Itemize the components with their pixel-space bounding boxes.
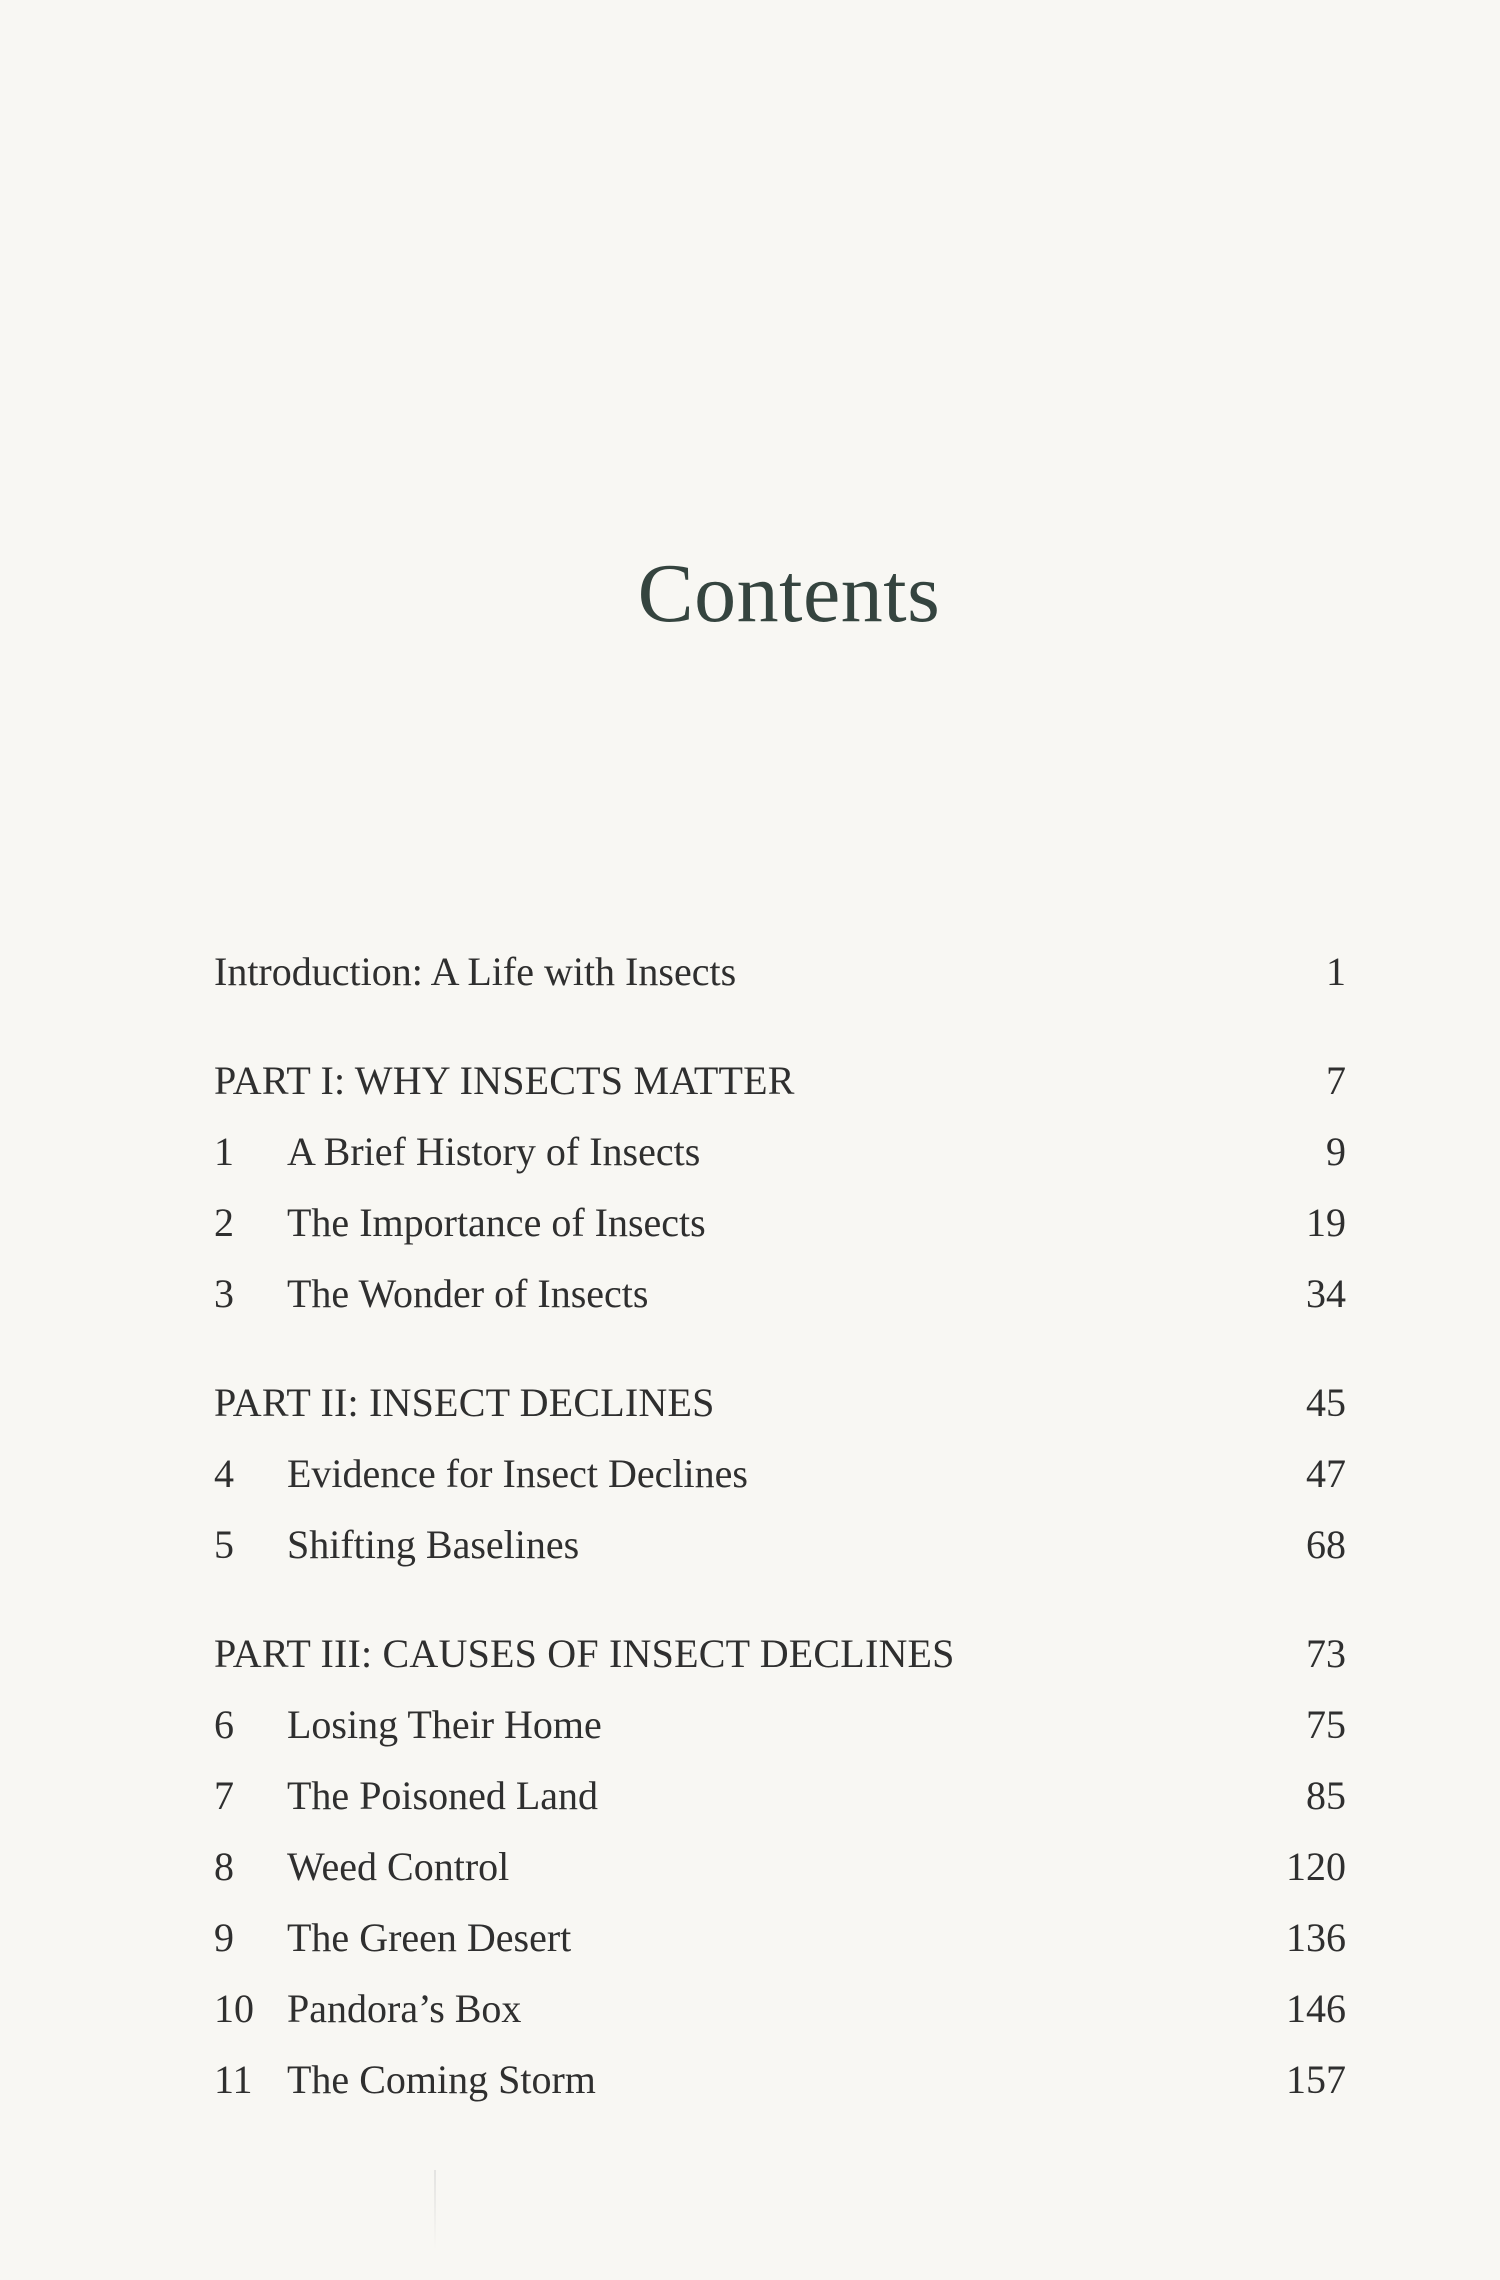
toc-entry-chapter-3[interactable] [214, 1264, 1346, 1324]
toc-chapter-number: 1 [214, 1129, 234, 1174]
toc-entry-page: 34 [1306, 1271, 1346, 1316]
toc-entry-chapter-9[interactable] [214, 1908, 1346, 1968]
toc-part-label: PART III: CAUSES OF INSECT DECLINES [214, 1631, 955, 1676]
toc-chapter-number: 5 [214, 1522, 234, 1567]
toc-chapter-number: 2 [214, 1200, 234, 1245]
toc-chapter-number: 3 [214, 1271, 234, 1316]
toc-entry-chapter-11[interactable] [214, 2050, 1346, 2110]
toc-entry-page: 136 [1286, 1915, 1346, 1960]
toc-part-2-heading[interactable] [214, 1373, 1346, 1433]
toc-entry-chapter-10[interactable] [214, 1979, 1346, 2039]
toc-chapter-number: 11 [214, 2057, 253, 2102]
toc-part-label: PART I: WHY INSECTS MATTER [214, 1058, 795, 1103]
toc-entry-page: 9 [1326, 1129, 1346, 1174]
toc-part-page: 45 [1306, 1380, 1346, 1425]
toc-entry-page: 68 [1306, 1522, 1346, 1567]
toc-entry-label: The Poisoned Land [287, 1773, 599, 1818]
toc-entry-chapter-2[interactable] [214, 1193, 1346, 1253]
toc-entry-label: The Coming Storm [287, 2057, 596, 2102]
toc-entry-label: The Importance of Insects [287, 1200, 706, 1245]
toc-entry-chapter-6[interactable] [214, 1695, 1346, 1755]
toc-entry-label: Pandora’s Box [287, 1986, 522, 2031]
toc-entry-label: The Wonder of Insects [287, 1271, 649, 1316]
scan-artifact-line [434, 2170, 436, 2250]
toc-entry-introduction[interactable] [214, 942, 1346, 1002]
toc-entry-chapter-1[interactable] [214, 1122, 1346, 1182]
toc-entry-chapter-5[interactable] [214, 1515, 1346, 1575]
toc-entry-label: Losing Their Home [287, 1702, 602, 1747]
toc-part-1-heading[interactable] [214, 1051, 1346, 1111]
toc-chapter-number: 10 [214, 1986, 254, 2031]
toc-chapter-number: 8 [214, 1844, 234, 1889]
toc-entry-page: 85 [1306, 1773, 1346, 1818]
toc-part-page: 7 [1326, 1058, 1346, 1103]
toc-entry-page: 157 [1286, 2057, 1346, 2102]
toc-part-label: PART II: INSECT DECLINES [214, 1380, 715, 1425]
toc-entry-page: 47 [1306, 1451, 1346, 1496]
toc-entry-label: The Green Desert [287, 1915, 572, 1960]
toc-entry-chapter-8[interactable] [214, 1837, 1346, 1897]
toc-entry-page: 120 [1286, 1844, 1346, 1889]
toc-entry-page: 1 [1326, 949, 1346, 994]
toc-entry-label: Evidence for Insect Declines [287, 1451, 748, 1496]
toc-part-page: 73 [1306, 1631, 1346, 1676]
toc-entry-page: 75 [1306, 1702, 1346, 1747]
toc-chapter-number: 9 [214, 1915, 234, 1960]
toc-entry-chapter-4[interactable] [214, 1444, 1346, 1504]
toc-entry-label: A Brief History of Insects [287, 1129, 701, 1174]
toc-chapter-number: 4 [214, 1451, 234, 1496]
toc-entry-page: 19 [1306, 1200, 1346, 1245]
toc-entry-chapter-7[interactable] [214, 1766, 1346, 1826]
toc-chapter-number: 7 [214, 1773, 234, 1818]
toc-entry-label: Shifting Baselines [287, 1522, 580, 1567]
page-title: Contents [637, 547, 941, 640]
toc-entry-label: Weed Control [287, 1844, 510, 1889]
toc-entry-label: Introduction: A Life with Insects [214, 949, 737, 994]
toc-part-3-heading[interactable] [214, 1624, 1346, 1684]
toc-entry-page: 146 [1286, 1986, 1346, 2031]
toc-chapter-number: 6 [214, 1702, 234, 1747]
